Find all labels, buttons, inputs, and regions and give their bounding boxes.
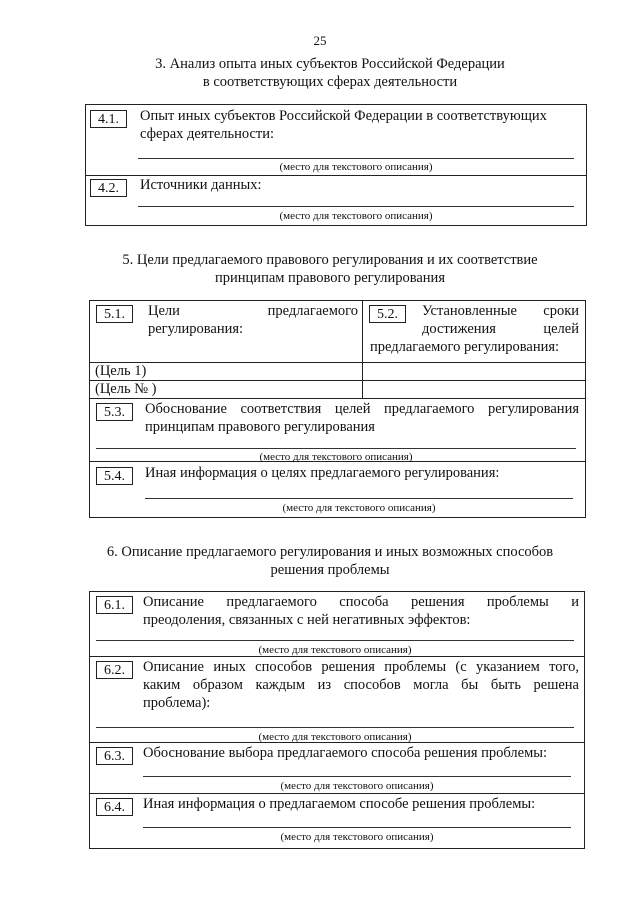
- item-6-4-text-line-1: Иная информация о предлагаемом способе решения проблемы:: [143, 796, 536, 812]
- item-5-4-text-line-1: Иная информация о целях предлагаемого регулирования:: [145, 465, 500, 481]
- item-6-3-text-line-1: Обоснование выбора предлагаемого способа решения проблемы:: [143, 745, 548, 761]
- item-4-1-answer-line[interactable]: [138, 158, 574, 159]
- item-5-4-answer-line[interactable]: [145, 498, 573, 499]
- item-6-1-text-line-1: Описание предлагаемого способа решения проблемы и: [143, 594, 579, 610]
- item-5-3-text-line-2: принципам правового регулирования: [145, 419, 375, 435]
- item-6-2-text-line-1: Описание иных способов решения проблемы (с указанием того,: [143, 659, 579, 675]
- goal-n-cell: (Цель № ): [95, 381, 157, 397]
- item-5-2-text-line-3: предлагаемого регулирования:: [370, 339, 560, 355]
- page-number: 25: [313, 33, 327, 48]
- item-6-2-text-line-3: проблема):: [143, 695, 211, 711]
- item-5-1-text-line-2: регулирования:: [148, 321, 244, 337]
- item-4-2-caption: (место для текстового описания): [279, 210, 433, 222]
- item-4-1-text-line-2: сферах деятельности:: [140, 126, 275, 142]
- section-3-title-line-1: 3. Анализ опыта иных субъектов Российской Федерации: [155, 56, 505, 72]
- item-6-2-answer-line[interactable]: [96, 727, 574, 728]
- table-divider: [85, 175, 587, 176]
- item-5-2-text-line-2: достижения целей: [422, 321, 579, 337]
- item-6-4-number: 6.4.: [96, 798, 133, 816]
- item-5-3-text-line-1: Обоснование соответствия целей предлагаемого регулирования: [145, 401, 579, 417]
- item-5-2-text-line-1: Установленные сроки: [422, 303, 579, 319]
- item-4-2-text-line-1: Источники данных:: [140, 177, 262, 193]
- goal-1-cell: (Цель 1): [95, 363, 147, 379]
- item-6-2-text-line-2: каким образом каждым из способов могла бы быть решена: [143, 677, 579, 693]
- item-6-4-caption: (место для текстового описания): [280, 831, 434, 843]
- item-5-3-number: 5.3.: [96, 403, 133, 421]
- section-6-title-line-1: 6. Описание предлагаемого регулирования и иных возможных способов: [106, 544, 554, 560]
- section-5-title-line-1: 5. Цели предлагаемого правового регулирования и их соответствие: [122, 252, 538, 268]
- item-6-3-answer-line[interactable]: [143, 776, 571, 777]
- item-6-1-answer-line[interactable]: [96, 640, 574, 641]
- item-5-3-caption: (место для текстового описания): [259, 451, 413, 463]
- section-6-title-line-2: решения проблемы: [270, 562, 390, 578]
- table-column-divider: [362, 362, 363, 398]
- item-6-1-number: 6.1.: [96, 596, 133, 614]
- item-6-2-caption: (место для текстового описания): [258, 731, 412, 743]
- item-6-2-number: 6.2.: [96, 661, 133, 679]
- table-divider: [89, 793, 585, 794]
- item-5-3-answer-line[interactable]: [96, 448, 576, 449]
- item-4-1-number: 4.1.: [90, 110, 127, 128]
- item-6-4-answer-line[interactable]: [143, 827, 571, 828]
- item-5-1-text-line-1: Цели предлагаемого: [148, 303, 358, 319]
- item-6-3-number: 6.3.: [96, 747, 133, 765]
- item-4-2-number: 4.2.: [90, 179, 127, 197]
- item-6-1-caption: (место для текстового описания): [258, 644, 412, 656]
- item-4-2-answer-line[interactable]: [138, 206, 574, 207]
- item-5-1-number: 5.1.: [96, 305, 133, 323]
- section-5-title-line-2: принципам правового регулирования: [215, 270, 445, 286]
- item-4-1-caption: (место для текстового описания): [279, 161, 433, 173]
- section-3-title-line-2: в соответствующих сферах деятельности: [202, 74, 458, 90]
- item-5-4-number: 5.4.: [96, 467, 133, 485]
- item-5-2-number: 5.2.: [369, 305, 406, 323]
- item-5-4-caption: (место для текстового описания): [282, 502, 436, 514]
- item-6-1-text-line-2: преодоления, связанных с ней негативных эффектов:: [143, 612, 471, 628]
- item-4-1-text-line-1: Опыт иных субъектов Российской Федерации в соответствующих: [140, 108, 547, 124]
- item-6-3-caption: (место для текстового описания): [280, 780, 434, 792]
- table-divider: [89, 656, 585, 657]
